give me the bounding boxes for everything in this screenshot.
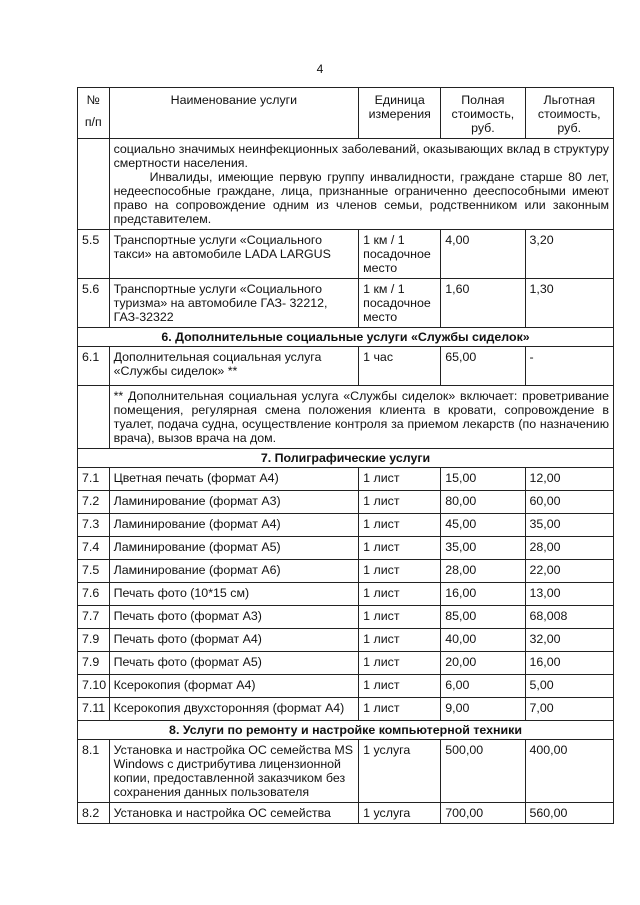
- header-row: [78, 88, 614, 139]
- service-name: Ксерокопия двухсторонняя (формат А4): [109, 698, 359, 721]
- table-row: [78, 740, 614, 803]
- full-price: 15,00: [441, 468, 525, 491]
- full-price: 700,00: [441, 803, 525, 824]
- discount-price: 560,00: [525, 803, 614, 824]
- service-name: Транспортные услуги «Социального такси» на автомобиле LADA LARGUS: [109, 230, 359, 279]
- price-table: [77, 87, 614, 824]
- row-number: 7.9: [78, 652, 110, 675]
- service-name: Печать фото (формат А5): [109, 652, 359, 675]
- service-name: Ламинирование (формат А4): [109, 514, 359, 537]
- unit-of-measure: 1 час: [359, 347, 441, 386]
- row-number: 7.9: [78, 629, 110, 652]
- table-row: [78, 491, 614, 514]
- page-number: 4: [316, 62, 324, 76]
- row-number: 7.10: [78, 675, 110, 698]
- service-name: Установка и настройка ОС семейства: [109, 803, 359, 824]
- discount-price: 22,00: [525, 560, 614, 583]
- full-price: 6,00: [441, 675, 525, 698]
- discount-price: 16,00: [525, 652, 614, 675]
- full-price: 20,00: [441, 652, 525, 675]
- discount-price: 60,00: [525, 491, 614, 514]
- header-discount-price: Льготная стоимость, руб.: [525, 88, 614, 139]
- service-name: Цветная печать (формат А4): [109, 468, 359, 491]
- unit-of-measure: 1 лист: [359, 468, 441, 491]
- continuation-note-line1: социально значимых неинфекционных заболеваний, оказывающих вклад в структуру смертности населения.: [113, 142, 609, 170]
- unit-of-measure: 1 лист: [359, 491, 441, 514]
- table-row: [78, 514, 614, 537]
- service-name: Ламинирование (формат А6): [109, 560, 359, 583]
- service-name: Ламинирование (формат А5): [109, 537, 359, 560]
- header-num: [78, 88, 110, 139]
- discount-price: -: [525, 347, 614, 386]
- service-name: Печать фото (формат А4): [109, 629, 359, 652]
- row-number: 5.6: [78, 279, 110, 328]
- unit-of-measure: 1 лист: [359, 606, 441, 629]
- discount-price: 400,00: [525, 740, 614, 803]
- table-row: [78, 347, 614, 386]
- section-title-6: 6. Дополнительные социальные услуги «Службы сиделок»: [78, 328, 614, 347]
- row-number: 7.11: [78, 698, 110, 721]
- full-price: 9,00: [441, 698, 525, 721]
- empty-cell: [78, 139, 110, 230]
- full-price: 1,60: [441, 279, 525, 328]
- service-name: Ламинирование (формат А3): [109, 491, 359, 514]
- empty-cell: [78, 386, 110, 449]
- unit-of-measure: 1 лист: [359, 652, 441, 675]
- discount-price: 28,00: [525, 537, 614, 560]
- unit-of-measure: 1 км / 1 посадочное место: [359, 279, 441, 328]
- full-price: 16,00: [441, 583, 525, 606]
- row-number: 5.5: [78, 230, 110, 279]
- section-6-note: ** Дополнительная социальная услуга «Службы сиделок» включает: проветривание помещения, регулярная смена положения клиента в кровати, сопровождение в туалет, подача судна, осуществление контроля за приемом лекарств (по назначению врача), вызов врача на дом.: [109, 386, 613, 449]
- full-price: 35,00: [441, 537, 525, 560]
- discount-price: 13,00: [525, 583, 614, 606]
- service-name: Печать фото (формат А3): [109, 606, 359, 629]
- row-number: 8.1: [78, 740, 110, 803]
- unit-of-measure: 1 услуга: [359, 740, 441, 803]
- row-number: 6.1: [78, 347, 110, 386]
- table-row: [78, 698, 614, 721]
- row-number: 7.5: [78, 560, 110, 583]
- table-row: [78, 560, 614, 583]
- continuation-note-line2: Инвалиды, имеющие первую группу инвалидности, граждане старше 80 лет, недееспособные граждане, лица, признанные ограниченно дееспособными имеют право на сопровождение одним из членов семьи, родственником или законным представителем.: [113, 170, 609, 226]
- section-title-7: 7. Полиграфические услуги: [78, 449, 614, 468]
- section-row: [78, 328, 614, 347]
- full-price: 40,00: [441, 629, 525, 652]
- section-title-8: 8. Услуги по ремонту и настройке компьютерной техники: [78, 721, 614, 740]
- row-number: 7.2: [78, 491, 110, 514]
- header-name: Наименование услуги: [109, 88, 359, 139]
- row-number: 7.3: [78, 514, 110, 537]
- header-full-price: Полная стоимость, руб.: [441, 88, 525, 139]
- section-row: [78, 721, 614, 740]
- table-row: [78, 675, 614, 698]
- discount-price: 68,008: [525, 606, 614, 629]
- note-row: [78, 386, 614, 449]
- unit-of-measure: 1 лист: [359, 514, 441, 537]
- continuation-note: [109, 139, 613, 230]
- service-name: Печать фото (10*15 см): [109, 583, 359, 606]
- discount-price: 12,00: [525, 468, 614, 491]
- continuation-note-row: [78, 139, 614, 230]
- row-number: 7.7: [78, 606, 110, 629]
- row-number: 7.1: [78, 468, 110, 491]
- unit-of-measure: 1 лист: [359, 675, 441, 698]
- table-row: [78, 279, 614, 328]
- discount-price: 1,30: [525, 279, 614, 328]
- row-number: 7.4: [78, 537, 110, 560]
- row-number: 7.6: [78, 583, 110, 606]
- unit-of-measure: 1 км / 1 посадочное место: [359, 230, 441, 279]
- full-price: 80,00: [441, 491, 525, 514]
- table-row: [78, 230, 614, 279]
- service-name: Ксерокопия (формат А4): [109, 675, 359, 698]
- discount-price: 3,20: [525, 230, 614, 279]
- unit-of-measure: 1 лист: [359, 537, 441, 560]
- header-num-line2: п/п: [84, 115, 102, 129]
- discount-price: 35,00: [525, 514, 614, 537]
- table-row: [78, 583, 614, 606]
- table-row: [78, 468, 614, 491]
- table-row: [78, 652, 614, 675]
- table-row: [78, 537, 614, 560]
- full-price: 500,00: [441, 740, 525, 803]
- unit-of-measure: 1 лист: [359, 560, 441, 583]
- discount-price: 7,00: [525, 698, 614, 721]
- service-name: Установка и настройка ОС семейства MS Windows с дистрибутива лицензионной копии, предоставленной заказчиком без сохранения данных пользователя: [109, 740, 359, 803]
- table-row: [78, 606, 614, 629]
- discount-price: 5,00: [525, 675, 614, 698]
- full-price: 65,00: [441, 347, 525, 386]
- discount-price: 32,00: [525, 629, 614, 652]
- unit-of-measure: 1 услуга: [359, 803, 441, 824]
- full-price: 85,00: [441, 606, 525, 629]
- header-unit: Единица измерения: [359, 88, 441, 139]
- full-price: 4,00: [441, 230, 525, 279]
- row-number: 8.2: [78, 803, 110, 824]
- table-row: [78, 803, 614, 824]
- full-price: 45,00: [441, 514, 525, 537]
- full-price: 28,00: [441, 560, 525, 583]
- unit-of-measure: 1 лист: [359, 583, 441, 606]
- unit-of-measure: 1 лист: [359, 629, 441, 652]
- service-name: Дополнительная социальная услуга «Службы сиделок» **: [109, 347, 359, 386]
- table-row: [78, 629, 614, 652]
- section-row: [78, 449, 614, 468]
- service-name: Транспортные услуги «Социального туризма» на автомобиле ГАЗ- 32212, ГАЗ-32322: [109, 279, 359, 328]
- header-num-line1: №: [86, 93, 100, 107]
- unit-of-measure: 1 лист: [359, 698, 441, 721]
